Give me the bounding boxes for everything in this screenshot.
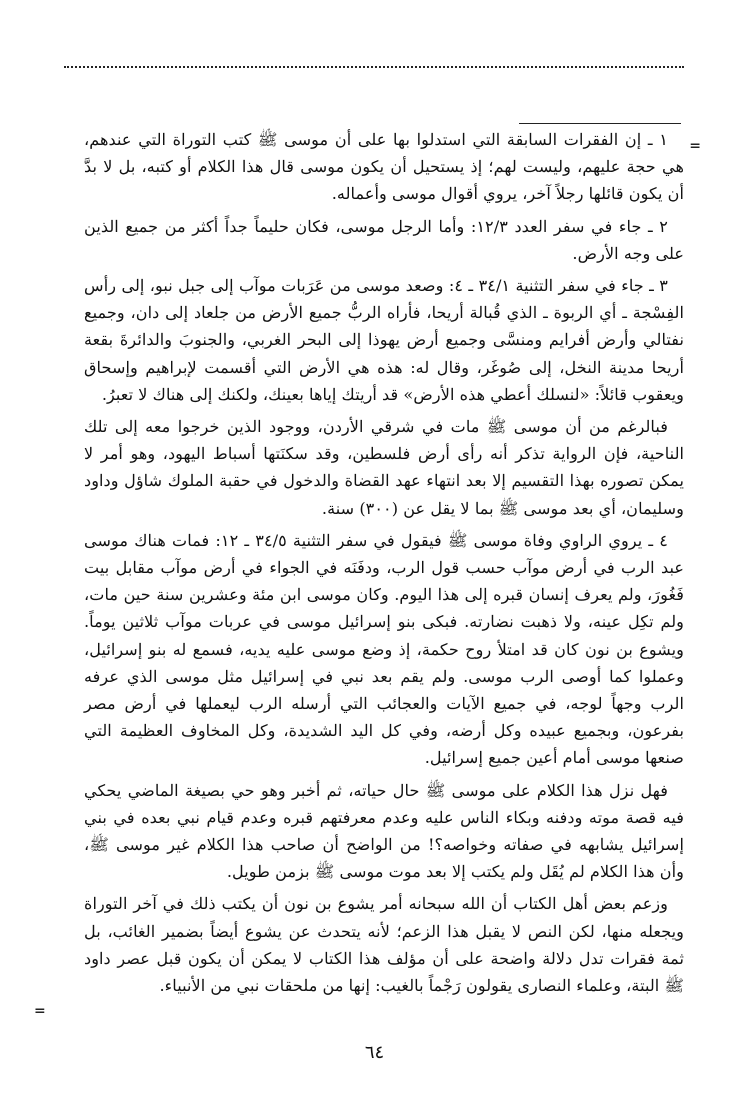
paragraph-2: ٢ ـ جاء في سفر العدد ١٢/٣: وأما الرجل موسى، فكان حليماً جداً أكثر من جميع الذين على وجه الأرض. xyxy=(84,216,684,263)
paragraph-1: ١ ـ إن الفقرات السابقة التي استدلوا بها على أن موسى ﷺ كتب التوراة التي عندهم، هي حجة عليهم، وليست لهم؛ إذ يستحيل أن يكون موسى قال هذا الكلام أو كتبه، بل لا بدَّ أن يكون قائلها رجلاً آخر، يروي أقوال موسى وأعماله. xyxy=(84,130,684,204)
page-number: ٦٤ xyxy=(364,1042,385,1063)
continuation-mark-bottom: = xyxy=(34,1003,46,1019)
paragraph-5: ٤ ـ يروي الراوي وفاة موسى ﷺ فيقول في سفر التثنية ٣٤/٥ ـ ١٢: فمات هناك موسى عبد الرب في أرض موآب حسب قول الرب، ودفَنَه في الجواء في أرض موآب مقابل بيت فَغُورَ، ولم يعرف إنسان قبره إلى هذا اليوم. وكان موسى ابن مئة وعشرين سنة حين مات، ولم تكِل عينه، ولا ذهبت نضارته. فبكى بنو إسرائيل موسى في عربات موآب ثلاثين يوماً. ويشوع بن نون كان قد امتلأ روح حكمة، إذ وضع موسى عليه يديه، فسمع له بنو إسرائيل، وعملوا كما أوصى الرب موسى. ولم يقم بعد نبي في إسرائيل مثل موسى الذي عرفه الرب وجهاً لوجه، في جميع الآيات والعجائب التي أرسله الرب ليعملها في أرض مصر بفرعون، وبجميع عبيده وكل أرضه، وفي كل اليد الشديدة، وكل المخاوف العظيمة التي صنعها موسى أمام أعين جميع إسرائيل. xyxy=(84,530,684,768)
footnote-rule xyxy=(519,123,681,124)
paragraph-7: وزعم بعض أهل الكتاب أن الله سبحانه أمر يشوع بن نون أن يكتب ذلك في آخر التوراة ويجعله منها، لكن النص لا يقبل هذا الزعم؛ لأنه يتحدث عن يشوع أيضاً بضمير الغائب، بل ثمة فقرات تدل دلالة واضحة على أن مؤلف هذا الكتاب لا يمكن أن يكون قبل عصر داود ﷺ البتة، وعلماء النصارى يقولون رَجْماً بالغيب: إنها من ملحقات نبي من الأنبياء. xyxy=(84,894,684,996)
continuation-mark-top: = xyxy=(689,138,701,154)
dotted-separator xyxy=(64,66,684,68)
paragraph-6: فهل نزل هذا الكلام على موسى ﷺ حال حياته، ثم أخبر وهو حي بصيغة الماضي يحكي فيه قصة موته ودفنه وبكاء الناس عليه وعدم معرفتهم قبره وعدم قيام نبي بعده في بني إسرائيل يشابهه في صفاته وخواصه؟! من الواضح أن صاحب هذا الكلام غير موسى ﷺ، وأن هذا الكلام لم يُقَل ولم يكتب إلا بعد موت موسى ﷺ بزمن طويل. xyxy=(84,780,684,882)
footnote-text xyxy=(84,126,684,1004)
paragraph-3: ٣ ـ جاء في سفر التثنية ٣٤/١ ـ ٤: وصعد موسى من عَرَبات موآب إلى جبل نبو، إلى رأس الفِسْجة ـ أي الربوة ـ الذي قُبالة أريحا، فأراه الربُّ جميع الأرض من جلعاد إلى دان، وجميع نفتالي وأرض أفرايم ومنسَّى وجميع أرض يهوذا إلى البحر الغربي، والجنوبَ والدائرةَ بقعة أريحا مدينة النخل، إلى صُوغَر، وقال له: هذه هي الأرض التي أقسمت لإبراهيم وإسحاق ويعقوب قائلاً: «لنسلك أعطي هذه الأرض» قد أريتك إياها بعينك، ولكنك إلى هناك لا تعبرُ. xyxy=(84,276,684,404)
paragraph-4: فبالرغم من أن موسى ﷺ مات في شرقي الأردن، ووجود الذين خرجوا معه إلى تلك الناحية، فإن الرواية تذكر أنه رأى أرض فلسطين، وقد سكنَتها أسباط اليهود، وهو أمر لا يمكن تصوره بهذا التقسيم إلا بعد انتهاء عهد القضاة والدخول في حقبة الملوك شاؤل وداود وسليمان، أي بعد موسى ﷺ بما لا يقل عن (٣٠٠) سنة. xyxy=(84,417,684,518)
